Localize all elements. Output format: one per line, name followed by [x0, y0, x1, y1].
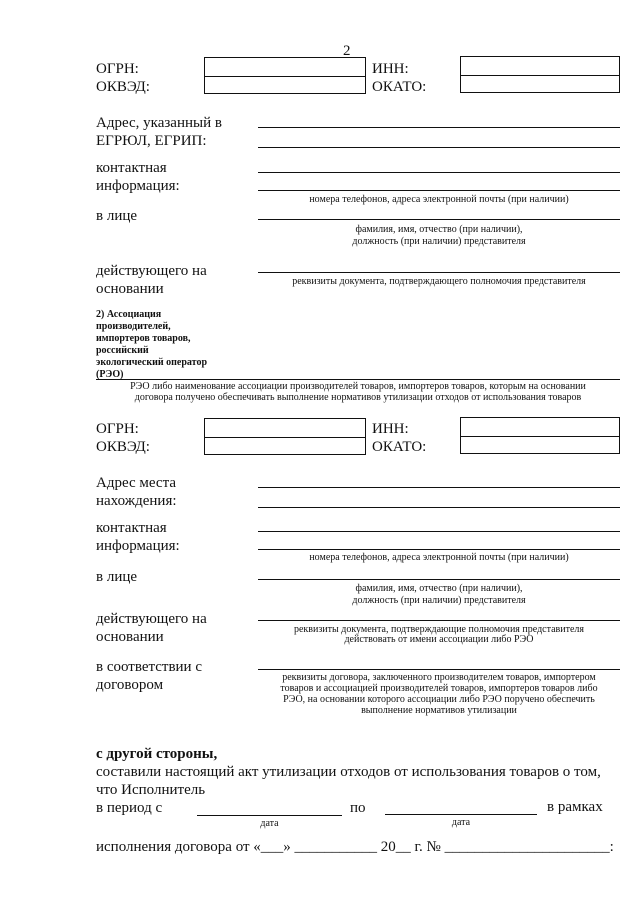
inn-label: ИНН:: [372, 61, 409, 77]
location-label-line1: Адрес места: [96, 475, 176, 491]
contact-line-1-2[interactable]: [258, 531, 620, 532]
okved-label: ОКВЭД:: [96, 79, 150, 95]
ogrn-okved-field-box-2[interactable]: [204, 418, 366, 455]
person-hint-1-2: фамилия, имя, отчество (при наличии),: [355, 583, 523, 594]
period-to-date-line[interactable]: [385, 814, 537, 815]
location-line-1[interactable]: [258, 487, 620, 488]
basis-hint-2-2: действовать от имени ассоциации либо РЭО: [344, 634, 534, 645]
contract-hint-2: товаров и ассоциацией производителей товаров, импортеров товаров либо: [280, 683, 598, 694]
association-hint-2: договора получено обеспечивать выполнение нормативов утилизации отходов от использования товаров: [134, 392, 582, 403]
okato-field[interactable]: [461, 75, 619, 93]
contract-label-line1: в соответствии с: [96, 659, 202, 675]
ogrn-field[interactable]: [205, 58, 365, 76]
contact-label-line1: контактная: [96, 160, 167, 176]
inn-label-2: ИНН:: [372, 421, 409, 437]
ogrn-label-2: ОГРН:: [96, 421, 139, 437]
period-to-label: по: [350, 800, 366, 816]
person-hint-2: должность (при наличии) представителя: [352, 236, 526, 247]
person-label-2: в лице: [96, 569, 138, 585]
basis-hint-1-2: реквизиты документа, подтверждающие полномочия представителя: [293, 624, 584, 635]
person-hint-1: фамилия, имя, отчество (при наличии),: [355, 224, 523, 235]
association-name-line[interactable]: [96, 379, 620, 380]
other-side-heading: с другой стороны,: [96, 746, 218, 762]
contract-hint-4: выполнение нормативов утилизации: [361, 705, 517, 716]
location-label-line2: нахождения:: [96, 493, 177, 509]
basis-line[interactable]: [258, 272, 620, 273]
basis-label-line2-2: основании: [96, 629, 164, 645]
ogrn-label: ОГРН:: [96, 61, 139, 77]
act-text-line2: что Исполнитель: [96, 782, 206, 798]
contact-line-2[interactable]: [258, 190, 620, 191]
contract-line[interactable]: [258, 669, 620, 670]
contract-label-line2: договором: [96, 677, 164, 693]
address-label-line2: ЕГРЮЛ, ЕГРИП:: [96, 133, 207, 149]
within-label: в рамках: [547, 799, 603, 815]
address-line-1[interactable]: [258, 127, 620, 128]
person-line-2[interactable]: [258, 579, 620, 580]
basis-label-line1-2: действующего на: [96, 611, 207, 627]
page-number: 2: [343, 43, 351, 59]
basis-label-line1: действующего на: [96, 263, 207, 279]
contract-hint-3: РЭО, на основании которого ассоциации либо РЭО поручено обеспечить: [283, 694, 595, 705]
okato-field-2[interactable]: [461, 436, 619, 454]
contact-hint: номера телефонов, адреса электронной почты (при наличии): [309, 194, 569, 205]
period-from-date-line[interactable]: [197, 815, 342, 816]
contact-label-line1-2: контактная: [96, 520, 167, 536]
person-line[interactable]: [258, 219, 620, 220]
inn-okato-field-box[interactable]: [460, 56, 620, 93]
contact-label-line2: информация:: [96, 178, 180, 194]
okved-field[interactable]: [205, 76, 365, 94]
basis-line-2[interactable]: [258, 620, 620, 621]
okved-field-2[interactable]: [205, 437, 365, 455]
person-label: в лице: [96, 208, 138, 224]
inn-field-2[interactable]: [461, 418, 619, 436]
okved-label-2: ОКВЭД:: [96, 439, 150, 455]
period-from-date-hint: дата: [260, 818, 279, 829]
okato-label-2: ОКАТО:: [372, 439, 427, 455]
period-to-date-hint: дата: [451, 817, 471, 828]
contract-execution-line[interactable]: исполнения договора от «___» ___________ 20__ г. № ______________________:: [96, 839, 614, 855]
contact-line-1[interactable]: [258, 172, 620, 173]
person-hint-2-2: должность (при наличии) представителя: [352, 595, 526, 606]
address-label-line1: Адрес, указанный в: [96, 115, 222, 131]
period-from-label: в период с: [96, 800, 163, 816]
basis-label-line2: основании: [96, 281, 164, 297]
contact-hint-2: номера телефонов, адреса электронной почты (при наличии): [309, 552, 569, 563]
association-hint-1: РЭО либо наименование ассоциации производителей товаров, импортеров товаров, которым на основании: [130, 381, 586, 392]
basis-hint: реквизиты документа, подтверждающего полномочия представителя: [292, 276, 586, 287]
contact-label-line2-2: информация:: [96, 538, 180, 554]
contract-hint-1: реквизиты договора, заключенного производителем товаров, импортером: [282, 672, 596, 683]
association-heading: 2) Ассоциация производителей, импортеров товаров, российский экологический оператор (РЭО): [96, 309, 208, 380]
inn-okato-field-box-2[interactable]: [460, 417, 620, 454]
ogrn-field-2[interactable]: [205, 419, 365, 437]
address-line-2[interactable]: [258, 147, 620, 148]
ogrn-okved-field-box[interactable]: [204, 57, 366, 94]
contact-line-2-2[interactable]: [258, 549, 620, 550]
act-text-line1: составили настоящий акт утилизации отходов от использования товаров о том,: [96, 764, 601, 780]
okato-label: ОКАТО:: [372, 79, 427, 95]
inn-field[interactable]: [461, 57, 619, 75]
location-line-2[interactable]: [258, 507, 620, 508]
